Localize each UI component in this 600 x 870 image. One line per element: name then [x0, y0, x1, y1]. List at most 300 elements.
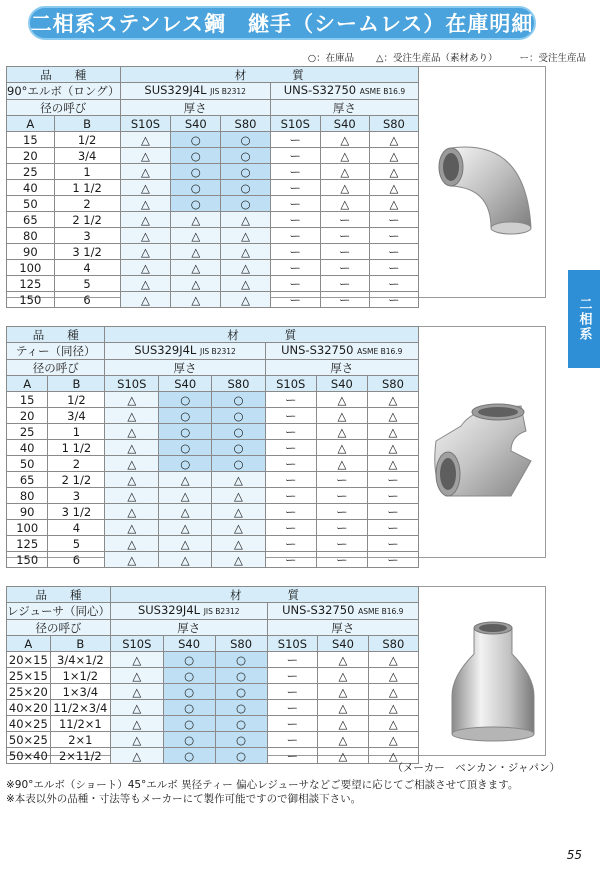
status-cell: ○	[221, 196, 271, 212]
size-cell: 90	[7, 504, 48, 520]
page-number: 55	[566, 848, 582, 862]
status-cell: ○	[163, 700, 215, 716]
status-cell: ー	[267, 668, 318, 684]
kind-header: 品 種	[7, 327, 105, 343]
status-cell: △	[105, 552, 159, 568]
status-cell: △	[120, 276, 171, 292]
size-cell: 125	[7, 536, 48, 552]
status-cell: △	[110, 732, 163, 748]
table-row	[7, 292, 419, 308]
status-cell: △	[367, 440, 418, 456]
status-cell: ー	[267, 700, 318, 716]
status-cell: ー	[270, 164, 320, 180]
size-cell: 4	[48, 520, 105, 536]
status-cell: △	[318, 716, 368, 732]
size-cell: 15	[7, 392, 48, 408]
status-cell: △	[110, 748, 163, 764]
table-row	[7, 260, 419, 276]
status-cell: ー	[270, 148, 320, 164]
size-cell: 2	[48, 456, 105, 472]
material-header: 材 質	[120, 67, 419, 83]
size-cell: 1/2	[54, 132, 120, 148]
status-cell: ○	[221, 180, 271, 196]
size-cell: 150	[7, 292, 55, 308]
status-cell: ー	[320, 292, 369, 308]
status-cell: △	[120, 212, 171, 228]
status-cell: △	[120, 292, 171, 308]
size-cell: 11/2×3/4	[50, 700, 110, 716]
material-1	[120, 83, 270, 100]
size-cell: 2×11/2	[50, 748, 110, 764]
material-1-standard: JIS B2312	[210, 87, 246, 96]
status-cell: △	[368, 716, 418, 732]
grade-header: S40	[163, 636, 215, 652]
status-cell: △	[212, 488, 265, 504]
grade-header: S10S	[110, 636, 163, 652]
status-cell: △	[318, 668, 368, 684]
status-cell: ー	[320, 276, 369, 292]
table-row	[7, 488, 419, 504]
status-cell: ○	[215, 700, 267, 716]
status-cell: △	[212, 504, 265, 520]
status-cell: △	[316, 408, 367, 424]
status-cell: △	[368, 668, 418, 684]
status-cell: ー	[267, 652, 318, 668]
status-cell: ー	[265, 520, 316, 536]
material-2-standard: ASME B16.9	[358, 607, 404, 616]
status-cell: ○	[221, 148, 271, 164]
status-cell: △	[105, 504, 159, 520]
thickness-header: 厚さ	[105, 360, 265, 376]
table-row	[7, 244, 419, 260]
size-cell: 1×3/4	[50, 684, 110, 700]
status-cell: △	[320, 148, 369, 164]
size-cell: 1×1/2	[50, 668, 110, 684]
status-cell: ー	[316, 504, 367, 520]
status-cell: ー	[316, 520, 367, 536]
size-cell: 2×1	[50, 732, 110, 748]
size-cell: 6	[54, 292, 120, 308]
status-cell: ○	[163, 716, 215, 732]
size-cell: 5	[48, 536, 105, 552]
status-cell: △	[120, 196, 171, 212]
size-cell: 1	[48, 424, 105, 440]
status-cell: ー	[270, 292, 320, 308]
grade-header: S10S	[270, 116, 320, 132]
status-cell: ○	[159, 392, 212, 408]
status-cell: △	[159, 520, 212, 536]
size-cell: 80	[7, 488, 48, 504]
note-line: ※90°エルボ（ショート）45°エルボ 異径ティー 偏心レジューサなどご要望に応じてご相談させて頂きます。	[6, 779, 519, 791]
status-cell: ○	[215, 668, 267, 684]
status-cell: △	[368, 652, 418, 668]
status-cell: ○	[171, 196, 221, 212]
size-cell: 65	[7, 472, 48, 488]
status-cell: △	[110, 700, 163, 716]
status-cell: △	[367, 392, 418, 408]
size-cell: 3 1/2	[54, 244, 120, 260]
status-cell: ー	[265, 504, 316, 520]
status-cell: △	[318, 684, 368, 700]
size-cell: 25×15	[7, 668, 51, 684]
status-cell: △	[367, 424, 418, 440]
table-row	[7, 748, 419, 764]
grade-header: S10S	[105, 376, 159, 392]
status-cell: △	[105, 392, 159, 408]
status-cell: ー	[367, 536, 418, 552]
status-cell: △	[221, 260, 271, 276]
status-cell: ー	[367, 520, 418, 536]
grade-header: S80	[212, 376, 265, 392]
material-2	[270, 83, 418, 100]
material-2-name: UNS-S32750	[281, 343, 354, 357]
thickness-header: 厚さ	[265, 360, 418, 376]
status-cell: ○	[159, 456, 212, 472]
status-cell: ー	[369, 228, 418, 244]
status-cell: ○	[171, 164, 221, 180]
status-cell: ○	[221, 164, 271, 180]
status-cell: △	[320, 180, 369, 196]
table-row	[7, 456, 419, 472]
legend-made-material: △：受注生産品（素材あり）	[376, 53, 498, 64]
grade-header: S10S	[120, 116, 171, 132]
status-cell: ー	[316, 472, 367, 488]
status-cell: ○	[212, 408, 265, 424]
elbow-photo	[431, 128, 541, 248]
status-cell: △	[221, 276, 271, 292]
status-cell: △	[105, 408, 159, 424]
size-cell: 3	[54, 228, 120, 244]
status-cell: △	[120, 260, 171, 276]
material-1-name: SUS329J4L	[144, 83, 207, 97]
status-cell: △	[159, 536, 212, 552]
tee-photo	[426, 396, 541, 506]
status-cell: △	[318, 700, 368, 716]
size-cell: 125	[7, 276, 55, 292]
size-cell: 3/4	[48, 408, 105, 424]
legend-stock: ○：在庫品	[307, 53, 355, 64]
size-cell: 25	[7, 424, 48, 440]
status-cell: △	[367, 408, 418, 424]
grade-header: S40	[318, 636, 368, 652]
status-cell: ー	[320, 244, 369, 260]
grade-header: S10S	[267, 636, 318, 652]
size-cell: 1 1/2	[48, 440, 105, 456]
table-row	[7, 196, 419, 212]
status-cell: ー	[270, 180, 320, 196]
status-cell: △	[105, 488, 159, 504]
material-2-standard: ASME B16.9	[357, 347, 403, 356]
status-cell: △	[368, 732, 418, 748]
col-b-header: B	[48, 376, 105, 392]
status-cell: ー	[270, 244, 320, 260]
status-cell: ○	[215, 748, 267, 764]
maker-note: （メーカー ベンカン・ジャパン）	[392, 762, 560, 774]
status-cell: △	[320, 132, 369, 148]
col-a-header: A	[7, 636, 51, 652]
status-cell: ○	[171, 180, 221, 196]
size-cell: 20×15	[7, 652, 51, 668]
thickness-header: 厚さ	[270, 100, 418, 116]
status-cell: ー	[369, 292, 418, 308]
status-cell: △	[120, 244, 171, 260]
size-cell: 11/2×1	[50, 716, 110, 732]
size-cell: 5	[54, 276, 120, 292]
size-cell: 15	[7, 132, 55, 148]
thickness-header: 厚さ	[110, 620, 267, 636]
table-row	[7, 164, 419, 180]
grade-header: S80	[367, 376, 418, 392]
size-cell: 40×25	[7, 716, 51, 732]
status-cell: ○	[163, 684, 215, 700]
grade-header: S10S	[265, 376, 316, 392]
fitting-name: レジューサ（同心）	[7, 604, 110, 618]
size-cell: 2 1/2	[54, 212, 120, 228]
table-row	[7, 700, 419, 716]
size-cell: 3/4	[54, 148, 120, 164]
status-cell: ー	[265, 536, 316, 552]
material-header: 材 質	[105, 327, 419, 343]
status-cell: △	[221, 228, 271, 244]
status-cell: △	[110, 716, 163, 732]
status-cell: △	[316, 392, 367, 408]
size-cell: 40×20	[7, 700, 51, 716]
status-cell: ー	[367, 552, 418, 568]
material-2	[265, 343, 418, 360]
material-1	[110, 603, 267, 620]
status-cell: ー	[267, 732, 318, 748]
table-row	[7, 212, 419, 228]
col-a-header: A	[7, 376, 48, 392]
status-cell: △	[316, 456, 367, 472]
status-cell: △	[320, 196, 369, 212]
table-row	[7, 536, 419, 552]
spec-table	[6, 326, 419, 568]
status-cell: ー	[265, 552, 316, 568]
size-cell: 1/2	[48, 392, 105, 408]
size-cell: 3/4×1/2	[50, 652, 110, 668]
legend	[308, 50, 586, 64]
size-cell: 50×25	[7, 732, 51, 748]
size-cell: 50	[7, 196, 55, 212]
table-row	[7, 148, 419, 164]
status-cell: ー	[367, 488, 418, 504]
table-row	[7, 552, 419, 568]
status-cell: △	[221, 292, 271, 308]
status-cell: △	[369, 196, 418, 212]
size-cell: 2	[54, 196, 120, 212]
status-cell: △	[369, 180, 418, 196]
status-cell: ー	[270, 260, 320, 276]
status-cell: △	[159, 504, 212, 520]
kind-header: 品 種	[7, 67, 121, 83]
size-cell: 6	[48, 552, 105, 568]
grade-header: S40	[159, 376, 212, 392]
size-cell: 150	[7, 552, 48, 568]
status-cell: ー	[265, 392, 316, 408]
size-cell: 90	[7, 244, 55, 260]
size-cell: 4	[54, 260, 120, 276]
status-cell: ー	[270, 276, 320, 292]
size-cell: 100	[7, 520, 48, 536]
size-cell: 100	[7, 260, 55, 276]
status-cell: ー	[267, 684, 318, 700]
status-cell: ○	[163, 748, 215, 764]
status-cell: ○	[212, 440, 265, 456]
table-row	[7, 424, 419, 440]
status-cell: ○	[215, 716, 267, 732]
status-cell: △	[120, 180, 171, 196]
status-cell: △	[110, 668, 163, 684]
status-cell: △	[171, 212, 221, 228]
status-cell: △	[171, 276, 221, 292]
status-cell: ー	[316, 552, 367, 568]
status-cell: ○	[163, 652, 215, 668]
status-cell: ○	[221, 132, 271, 148]
status-cell: △	[105, 456, 159, 472]
status-cell: △	[368, 684, 418, 700]
status-cell: △	[369, 164, 418, 180]
size-cell: 40	[7, 180, 55, 196]
table-row	[7, 520, 419, 536]
material-2-name: UNS-S32750	[282, 603, 355, 617]
table-row	[7, 472, 419, 488]
status-cell: ー	[369, 276, 418, 292]
table-row	[7, 504, 419, 520]
size-cell: 3	[48, 488, 105, 504]
status-cell: ー	[267, 748, 318, 764]
status-cell: △	[159, 552, 212, 568]
status-cell: △	[105, 520, 159, 536]
grade-header: S40	[316, 376, 367, 392]
status-cell: ○	[215, 732, 267, 748]
status-cell: ー	[270, 212, 320, 228]
status-cell: ○	[212, 392, 265, 408]
size-header: 径の呼び	[7, 360, 105, 376]
status-cell: ○	[171, 132, 221, 148]
status-cell: ー	[320, 212, 369, 228]
page-title: 二相系ステンレス鋼 継手（シームレス）在庫明細	[28, 6, 536, 40]
status-cell: ー	[270, 132, 320, 148]
grade-header: S80	[369, 116, 418, 132]
status-cell: △	[105, 424, 159, 440]
status-cell: △	[159, 488, 212, 504]
grade-header: S40	[320, 116, 369, 132]
status-cell: △	[318, 732, 368, 748]
status-cell: △	[120, 132, 171, 148]
status-cell: ー	[369, 260, 418, 276]
legend-made: ー：受注生産品	[519, 53, 586, 64]
notes	[6, 778, 518, 806]
status-cell: ー	[369, 212, 418, 228]
status-cell: ー	[320, 228, 369, 244]
status-cell: △	[212, 520, 265, 536]
status-cell: △	[221, 244, 271, 260]
status-cell: △	[369, 148, 418, 164]
grade-header: S80	[215, 636, 267, 652]
fitting-name: ティー（同径）	[7, 343, 105, 360]
status-cell: △	[120, 164, 171, 180]
kind-header: 品 種	[7, 587, 111, 603]
status-cell: ○	[163, 668, 215, 684]
grade-header: S40	[171, 116, 221, 132]
status-cell: △	[120, 148, 171, 164]
status-cell: ー	[316, 488, 367, 504]
status-cell: ー	[270, 228, 320, 244]
table-row	[7, 668, 419, 684]
table-row	[7, 132, 419, 148]
status-cell: △	[316, 424, 367, 440]
status-cell: △	[367, 456, 418, 472]
status-cell: △	[120, 228, 171, 244]
status-cell: △	[171, 244, 221, 260]
status-cell: ー	[369, 244, 418, 260]
spec-table	[6, 586, 419, 764]
status-cell: ー	[265, 408, 316, 424]
status-cell: ー	[367, 472, 418, 488]
material-2-standard: ASME B16.9	[359, 87, 406, 96]
table-row	[7, 684, 419, 700]
status-cell: ー	[367, 504, 418, 520]
status-cell: △	[318, 652, 368, 668]
size-cell: 25	[7, 164, 55, 180]
status-cell: △	[212, 472, 265, 488]
status-cell: ○	[215, 684, 267, 700]
status-cell: ー	[270, 196, 320, 212]
material-1-standard: JIS B2312	[199, 347, 236, 356]
status-cell: △	[171, 228, 221, 244]
col-a-header: A	[7, 116, 55, 132]
status-cell: △	[159, 472, 212, 488]
size-cell: 20	[7, 148, 55, 164]
material-1-name: SUS329J4L	[134, 343, 197, 357]
spec-table	[6, 66, 419, 308]
size-cell: 50	[7, 456, 48, 472]
table-row	[7, 408, 419, 424]
size-cell: 50×40	[7, 748, 51, 764]
status-cell: ー	[316, 536, 367, 552]
note-line: ※本表以外の品種・寸法等もメーカーにて製作可能ですので御相談下さい。	[6, 793, 362, 805]
status-cell: △	[105, 536, 159, 552]
status-cell: ○	[159, 408, 212, 424]
status-cell: ー	[265, 440, 316, 456]
col-b-header: B	[50, 636, 110, 652]
status-cell: △	[212, 536, 265, 552]
table-row	[7, 228, 419, 244]
material-header: 材 質	[110, 587, 418, 603]
table-row	[7, 392, 419, 408]
status-cell: ー	[265, 424, 316, 440]
status-cell: △	[110, 652, 163, 668]
status-cell: ー	[320, 260, 369, 276]
size-cell: 1	[54, 164, 120, 180]
status-cell: ー	[265, 456, 316, 472]
status-cell: ○	[163, 732, 215, 748]
table-row	[7, 652, 419, 668]
status-cell: ○	[171, 148, 221, 164]
table-row	[7, 716, 419, 732]
status-cell: △	[171, 260, 221, 276]
status-cell: △	[368, 748, 418, 764]
status-cell: △	[369, 132, 418, 148]
status-cell: △	[221, 212, 271, 228]
material-1	[105, 343, 265, 360]
size-cell: 3 1/2	[48, 504, 105, 520]
material-1-standard: JIS B2312	[203, 607, 240, 616]
status-cell: ○	[212, 456, 265, 472]
size-cell: 40	[7, 440, 48, 456]
table-row	[7, 276, 419, 292]
